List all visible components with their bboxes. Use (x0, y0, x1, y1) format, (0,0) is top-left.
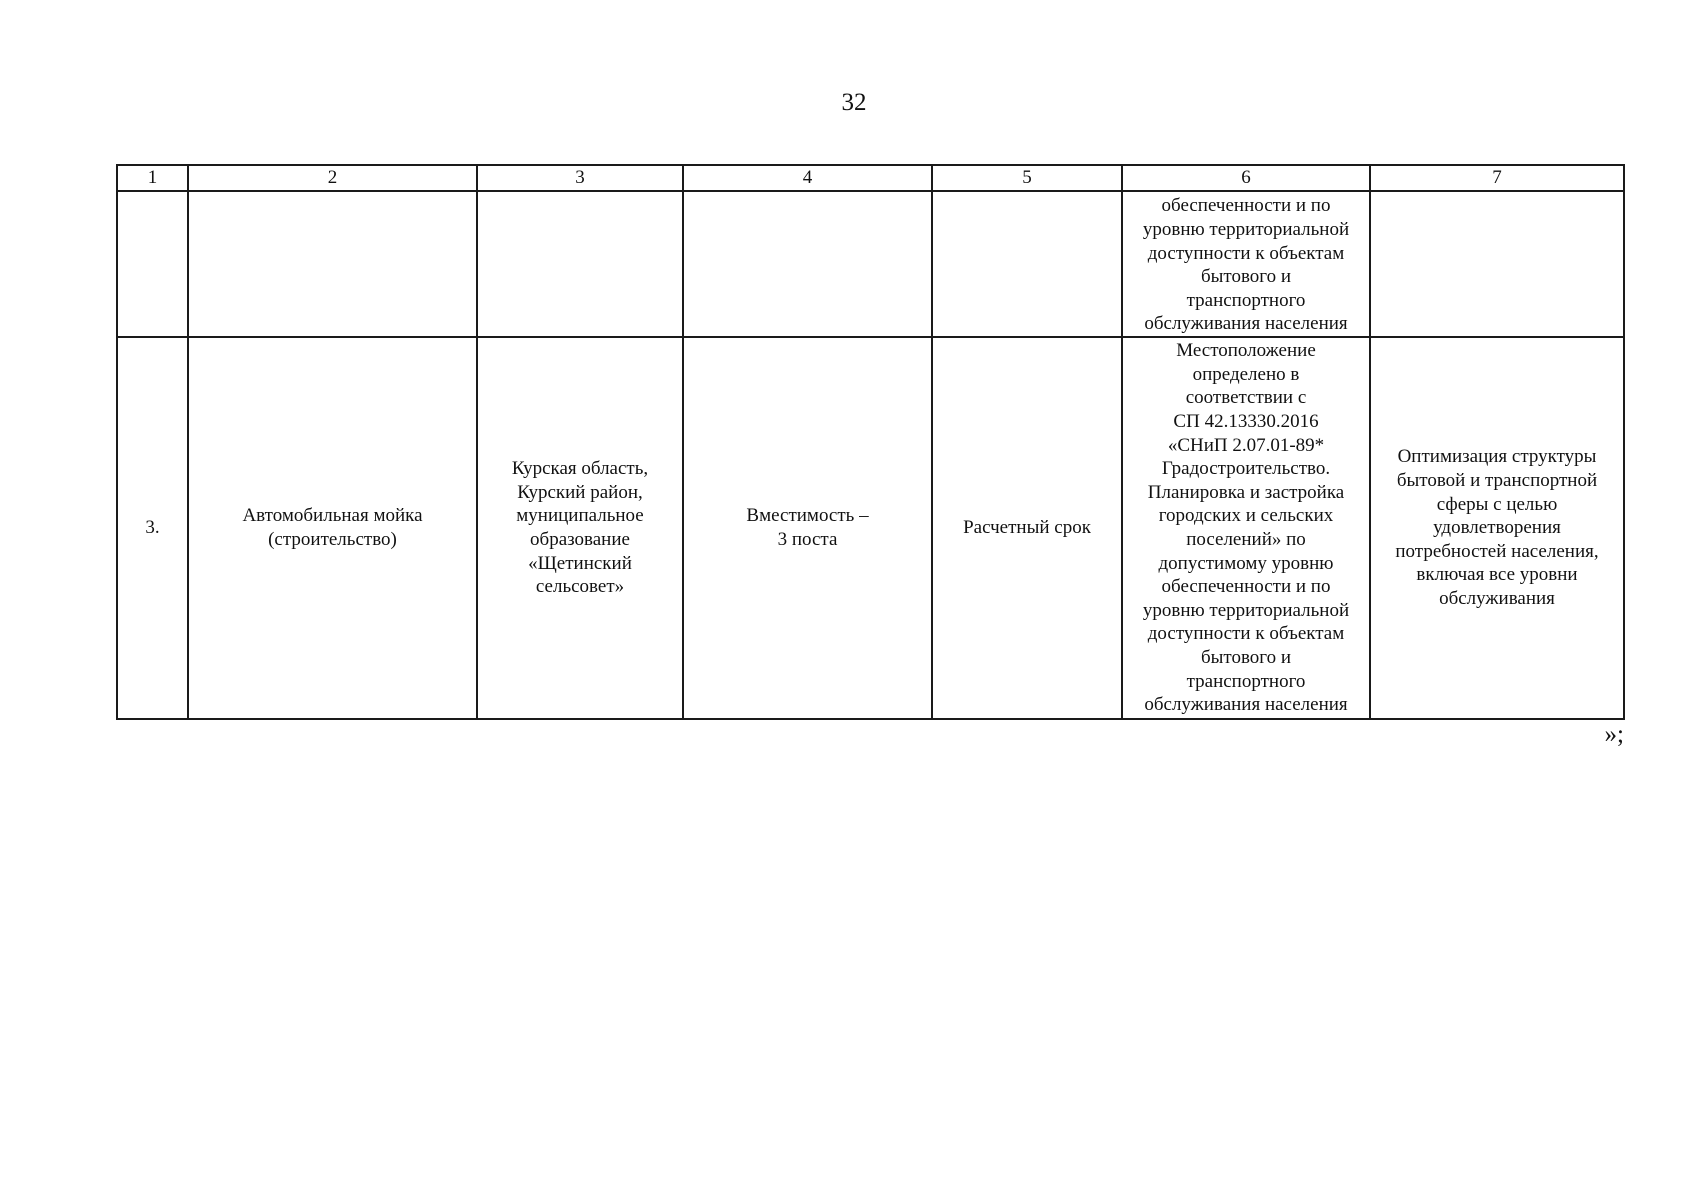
header-col-3: 3 (477, 165, 683, 191)
cell-capacity (683, 191, 932, 337)
text-line: обеспеченности и по (1161, 195, 1331, 217)
text-line: 3 поста (777, 529, 838, 550)
text-line: транспортного (1186, 289, 1306, 311)
text-line: включая все уровни (1416, 564, 1578, 586)
header-row (117, 165, 1624, 191)
cell-object (188, 191, 477, 337)
text-line: бытового и (1200, 646, 1292, 668)
text-line: уровню территориальной (1142, 219, 1350, 241)
text-line: Курская область, (511, 458, 649, 480)
cell-purpose (1370, 337, 1624, 719)
header-col-6: 6 (1122, 165, 1370, 191)
text-line: образование (530, 529, 630, 550)
text-line: Оптимизация структуры (1397, 446, 1597, 468)
cell-term (932, 191, 1122, 337)
text-line: Курский район, (517, 481, 643, 503)
cell-location (477, 337, 683, 719)
text-line: обслуживания (1439, 587, 1555, 609)
text-line: определено в (1192, 363, 1300, 385)
text-line: Вместимость – (746, 505, 869, 527)
text-line: потребностей населения, (1395, 540, 1599, 562)
text-line: СП 42.13330.2016 (1173, 411, 1319, 433)
text-line: поселений» по (1186, 529, 1306, 550)
cell-object (188, 337, 477, 719)
text-line: сферы с целью (1436, 493, 1558, 515)
text-line: доступности к объектам (1147, 242, 1345, 264)
cell-number (117, 191, 188, 337)
header-col-5: 5 (932, 165, 1122, 191)
text-line: бытовой и транспортной (1396, 470, 1598, 492)
text-line: муниципальное (516, 505, 644, 527)
text-line: уровню территориальной (1142, 599, 1350, 621)
header-col-1: 1 (117, 165, 188, 191)
cell-term: Расчетный срок (932, 337, 1122, 719)
cell-purpose (1370, 191, 1624, 337)
cell-number: 3. (117, 337, 188, 719)
text-line: «Щетинский (528, 552, 632, 574)
closing-quote-mark: »; (1604, 721, 1624, 748)
text-line: доступности к объектам (1147, 623, 1345, 645)
text-line: обслуживания населения (1144, 694, 1348, 716)
planning-table (116, 164, 1625, 720)
table-row-3 (117, 337, 1624, 719)
header-col-4: 4 (683, 165, 932, 191)
text-line: транспортного (1186, 670, 1306, 692)
text-line: Градостроительство. (1161, 458, 1331, 480)
text-line: (строительство) (268, 529, 397, 550)
cell-capacity (683, 337, 932, 719)
header-col-7: 7 (1370, 165, 1624, 191)
text-line: городских и сельских (1158, 505, 1334, 527)
text-line: сельсовет» (535, 576, 625, 598)
cell-location (477, 191, 683, 337)
text-line: удовлетворения (1433, 517, 1561, 539)
text-line: допустимому уровню (1158, 552, 1334, 574)
cell-justification (1122, 337, 1370, 719)
text-line: обеспеченности и по (1161, 576, 1331, 598)
text-line: Планировка и застройка (1147, 481, 1345, 503)
text-line: соответствии с (1185, 387, 1307, 409)
text-line: обслуживания населения (1144, 313, 1348, 335)
header-col-2: 2 (188, 165, 477, 191)
text-line: Автомобильная мойка (242, 505, 423, 527)
text-line: «СНиП 2.07.01-89* (1167, 434, 1325, 456)
text-line: бытового и (1200, 266, 1292, 288)
table-row-continued (117, 191, 1624, 337)
page-number: 32 (841, 89, 867, 116)
text-line: Местоположение (1176, 340, 1316, 362)
cell-justification (1122, 191, 1370, 337)
